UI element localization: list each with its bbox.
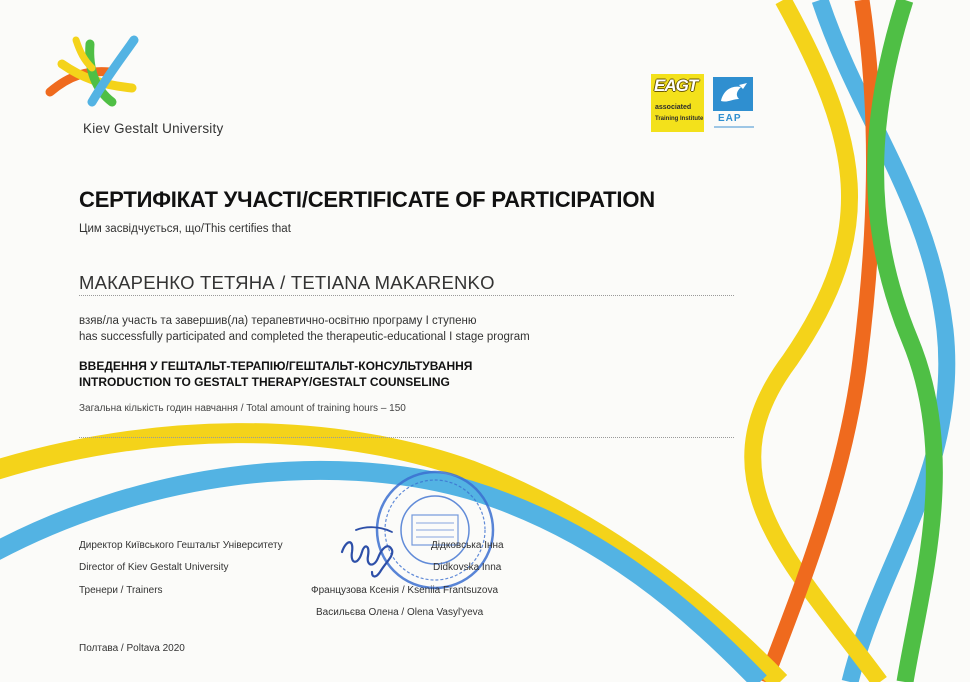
program-title-en: INTRODUCTION TO GESTALT THERAPY/GESTALT COUNSELING — [79, 375, 450, 389]
training-hours: Загальна кількість годин навчання / Total amount of training hours – 150 — [79, 403, 406, 414]
participation-text-ua: взяв/ла участь та завершив(ла) терапевтично-освітню програму I ступеню — [79, 315, 477, 327]
eap-europe-icon — [713, 77, 753, 111]
certificate-title: СЕРТИФІКАТ УЧАСТІ/CERTIFICATE OF PARTICIPATION — [79, 187, 655, 212]
signer-name-en: Didkovska Inna — [433, 562, 502, 573]
trainers-label: Тренери / Trainers — [79, 585, 163, 596]
program-title-ua: ВВЕДЕННЯ У ГЕШТАЛЬТ-ТЕРАПІЮ/ГЕШТАЛЬТ-КОНСУЛЬТУВАННЯ — [79, 359, 473, 373]
trainer-name-frantsuzova: Французова Ксенія / Kseniia Frantsuzova — [311, 585, 499, 596]
university-name: Kiev Gestalt University — [83, 121, 224, 136]
university-logo — [40, 30, 150, 122]
eap-logo — [711, 77, 757, 137]
director-signature — [336, 522, 408, 582]
director-label-ua: Директор Київського Гештальт Університету — [79, 540, 283, 551]
signer-name-ua: Дідковська Інна — [431, 540, 504, 551]
eap-logo-text: EAP — [718, 113, 742, 124]
eagt-logo-line1: associated — [655, 104, 692, 111]
eagt-logo-text: EAGT — [654, 76, 698, 95]
hours-dotted-line — [79, 437, 734, 438]
eagt-logo-line2: Training Institute — [655, 116, 704, 122]
name-dotted-line — [79, 295, 734, 296]
city-year: Полтава / Poltava 2020 — [79, 643, 185, 654]
eap-logo-underline — [714, 126, 754, 128]
eagt-logo — [651, 74, 704, 132]
participation-text-en: has successfully participated and completed the therapeutic-educational I stage program — [79, 331, 530, 343]
certifies-text: Цим засвідчується, що/This certifies that — [79, 223, 291, 235]
recipient-name: МАКАРЕНКО ТЕТЯНА / TETIANA MAKARENKO — [79, 272, 495, 293]
director-label-en: Director of Kiev Gestalt University — [79, 562, 229, 573]
trainer-name-vasylyeva: Васильєва Олена / Olena Vasyl'yeva — [316, 607, 484, 618]
